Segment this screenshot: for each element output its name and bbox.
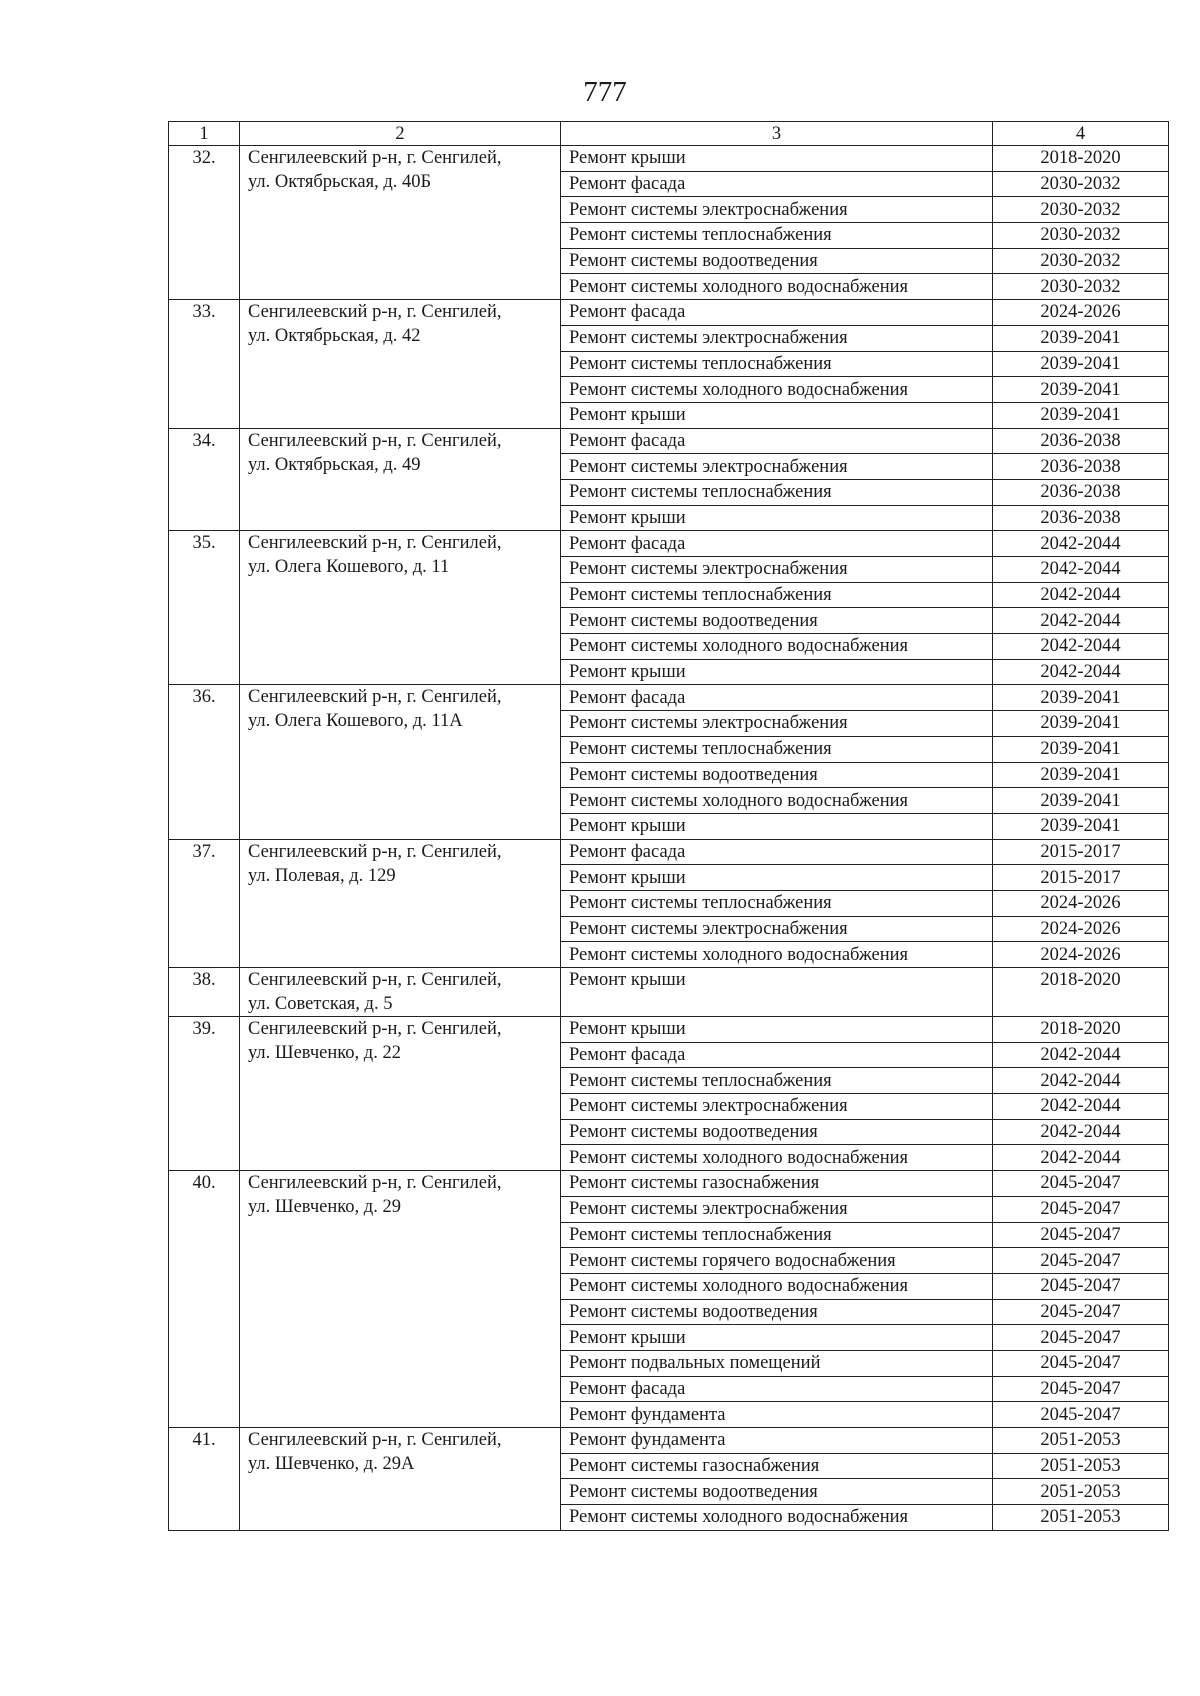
work-type-cell: Ремонт системы горячего водоснабжения (561, 1248, 993, 1274)
address-line: ул. Октябрьская, д. 49 (248, 454, 421, 475)
period-cell: 2042-2044 (993, 1094, 1169, 1120)
work-type-cell: Ремонт системы электроснабжения (561, 711, 993, 737)
address-line: Сенгилеевский р-н, г. Сенгилей, (248, 841, 502, 862)
work-type-cell: Ремонт системы холодного водоснабжения (561, 1505, 993, 1531)
address-cell (240, 428, 561, 531)
address-cell (240, 1017, 561, 1171)
work-type-cell: Ремонт системы электроснабжения (561, 1196, 993, 1222)
period-cell: 2042-2044 (993, 557, 1169, 583)
period-cell: 2051-2053 (993, 1453, 1169, 1479)
header-row (169, 122, 1169, 146)
work-type-cell: Ремонт подвальных помещений (561, 1350, 993, 1376)
work-type-cell: Ремонт системы газоснабжения (561, 1171, 993, 1197)
period-cell: 2039-2041 (993, 736, 1169, 762)
period-cell: 2039-2041 (993, 685, 1169, 711)
table-row (169, 1428, 1169, 1454)
address-cell (240, 146, 561, 300)
work-type-cell: Ремонт крыши (561, 1017, 993, 1043)
period-cell: 2042-2044 (993, 1119, 1169, 1145)
period-cell: 2024-2026 (993, 890, 1169, 916)
row-number: 33. (169, 300, 240, 428)
work-type-cell: Ремонт системы холодного водоснабжения (561, 634, 993, 660)
period-cell: 2042-2044 (993, 582, 1169, 608)
period-cell: 2042-2044 (993, 531, 1169, 557)
address-line: Сенгилеевский р-н, г. Сенгилей, (248, 533, 502, 554)
period-cell: 2045-2047 (993, 1325, 1169, 1351)
address-line: ул. Шевченко, д. 29 (248, 1197, 401, 1218)
column-header-2: 2 (240, 122, 561, 146)
work-type-cell: Ремонт фасада (561, 685, 993, 711)
address-line: ул. Октябрьская, д. 42 (248, 326, 421, 347)
address-line: Сенгилеевский р-н, г. Сенгилей, (248, 302, 502, 323)
work-type-cell: Ремонт системы водоотведения (561, 1119, 993, 1145)
work-type-cell: Ремонт крыши (561, 659, 993, 685)
period-cell: 2024-2026 (993, 300, 1169, 326)
work-type-cell: Ремонт системы холодного водоснабжения (561, 942, 993, 968)
period-cell: 2030-2032 (993, 197, 1169, 223)
address-line: ул. Олега Кошевого, д. 11 (248, 557, 450, 578)
row-number: 41. (169, 1428, 240, 1531)
period-cell: 2039-2041 (993, 788, 1169, 814)
work-type-cell: Ремонт системы газоснабжения (561, 1453, 993, 1479)
period-cell: 2018-2020 (993, 1017, 1169, 1043)
work-type-cell: Ремонт фасада (561, 531, 993, 557)
period-cell: 2036-2038 (993, 454, 1169, 480)
work-type-cell: Ремонт фундамента (561, 1428, 993, 1454)
period-cell: 2039-2041 (993, 711, 1169, 737)
work-type-cell: Ремонт фасада (561, 428, 993, 454)
work-type-cell: Ремонт системы холодного водоснабжения (561, 788, 993, 814)
period-cell: 2036-2038 (993, 428, 1169, 454)
period-cell: 2030-2032 (993, 171, 1169, 197)
work-type-cell: Ремонт системы электроснабжения (561, 325, 993, 351)
period-cell: 2015-2017 (993, 865, 1169, 891)
column-header-4: 4 (993, 122, 1169, 146)
period-cell: 2030-2032 (993, 223, 1169, 249)
address-cell (240, 685, 561, 839)
work-type-cell: Ремонт системы теплоснабжения (561, 223, 993, 249)
address-line: ул. Шевченко, д. 29А (248, 1454, 415, 1474)
period-cell: 2042-2044 (993, 1068, 1169, 1094)
page-number: 777 (583, 76, 627, 108)
period-cell: 2018-2020 (993, 146, 1169, 172)
row-number: 40. (169, 1171, 240, 1428)
period-cell: 2039-2041 (993, 762, 1169, 788)
address-line: Сенгилеевский р-н, г. Сенгилей, (248, 687, 502, 708)
work-type-cell: Ремонт системы теплоснабжения (561, 351, 993, 377)
work-type-cell: Ремонт крыши (561, 1325, 993, 1351)
work-type-cell: Ремонт фасада (561, 1376, 993, 1402)
period-cell: 2042-2044 (993, 659, 1169, 685)
row-number: 32. (169, 146, 240, 300)
period-cell: 2039-2041 (993, 325, 1169, 351)
work-type-cell: Ремонт системы водоотведения (561, 248, 993, 274)
work-type-cell: Ремонт фасада (561, 171, 993, 197)
work-type-cell: Ремонт системы теплоснабжения (561, 1068, 993, 1094)
work-type-cell: Ремонт крыши (561, 865, 993, 891)
period-cell: 2045-2047 (993, 1248, 1169, 1274)
period-cell: 2045-2047 (993, 1350, 1169, 1376)
table-header (169, 122, 1169, 146)
work-type-cell: Ремонт системы электроснабжения (561, 1094, 993, 1120)
column-header-3: 3 (561, 122, 993, 146)
work-type-cell: Ремонт системы холодного водоснабжения (561, 1145, 993, 1171)
work-type-cell: Ремонт системы теплоснабжения (561, 1222, 993, 1248)
work-type-cell: Ремонт системы теплоснабжения (561, 890, 993, 916)
address-line: ул. Олега Кошевого, д. 11А (248, 711, 463, 732)
address-cell (240, 1428, 561, 1531)
row-number: 38. (169, 968, 240, 1017)
table-row (169, 1171, 1169, 1197)
work-type-cell: Ремонт системы водоотведения (561, 1299, 993, 1325)
period-cell: 2030-2032 (993, 274, 1169, 300)
address-line: Сенгилеевский р-н, г. Сенгилей, (248, 1019, 502, 1039)
period-cell: 2051-2053 (993, 1505, 1169, 1531)
period-cell: 2045-2047 (993, 1402, 1169, 1428)
period-cell: 2045-2047 (993, 1222, 1169, 1248)
period-cell: 2024-2026 (993, 916, 1169, 942)
period-cell: 2039-2041 (993, 813, 1169, 839)
period-cell: 2045-2047 (993, 1376, 1169, 1402)
work-type-cell: Ремонт системы теплоснабжения (561, 736, 993, 762)
row-number: 39. (169, 1017, 240, 1171)
address-cell (240, 839, 561, 967)
repair-schedule-table (168, 121, 1169, 1531)
period-cell: 2045-2047 (993, 1273, 1169, 1299)
period-cell: 2039-2041 (993, 377, 1169, 403)
work-type-cell: Ремонт крыши (561, 402, 993, 428)
period-cell: 2045-2047 (993, 1171, 1169, 1197)
table-row (169, 146, 1169, 172)
period-cell: 2039-2041 (993, 351, 1169, 377)
work-type-cell: Ремонт фасада (561, 300, 993, 326)
period-cell: 2045-2047 (993, 1299, 1169, 1325)
work-type-cell: Ремонт крыши (561, 968, 993, 1017)
table-row (169, 300, 1169, 326)
work-type-cell: Ремонт системы электроснабжения (561, 197, 993, 223)
period-cell: 2051-2053 (993, 1428, 1169, 1454)
address-cell (240, 300, 561, 428)
period-cell: 2042-2044 (993, 1145, 1169, 1171)
work-type-cell: Ремонт системы холодного водоснабжения (561, 274, 993, 300)
work-type-cell: Ремонт системы теплоснабжения (561, 582, 993, 608)
table-row (169, 839, 1169, 865)
work-type-cell: Ремонт системы водоотведения (561, 762, 993, 788)
column-header-1: 1 (169, 122, 240, 146)
period-cell: 2036-2038 (993, 479, 1169, 505)
address-line: ул. Полевая, д. 129 (248, 865, 396, 886)
work-type-cell: Ремонт системы электроснабжения (561, 916, 993, 942)
work-type-cell: Ремонт фасада (561, 839, 993, 865)
table-body (169, 146, 1169, 1531)
period-cell: 2042-2044 (993, 1042, 1169, 1068)
work-type-cell: Ремонт системы электроснабжения (561, 557, 993, 583)
work-type-cell: Ремонт фундамента (561, 1402, 993, 1428)
table-row (169, 1017, 1169, 1043)
work-type-cell: Ремонт крыши (561, 146, 993, 172)
address-line: Сенгилеевский р-н, г. Сенгилей, (248, 970, 502, 990)
period-cell: 2015-2017 (993, 839, 1169, 865)
work-type-cell: Ремонт системы холодного водоснабжения (561, 377, 993, 403)
work-type-cell: Ремонт системы водоотведения (561, 1479, 993, 1505)
address-line: ул. Шевченко, д. 22 (248, 1043, 401, 1063)
row-number: 34. (169, 428, 240, 531)
work-type-cell: Ремонт крыши (561, 505, 993, 531)
row-number: 36. (169, 685, 240, 839)
period-cell: 2051-2053 (993, 1479, 1169, 1505)
work-type-cell: Ремонт системы теплоснабжения (561, 479, 993, 505)
address-line: Сенгилеевский р-н, г. Сенгилей, (248, 148, 502, 168)
work-type-cell: Ремонт системы холодного водоснабжения (561, 1273, 993, 1299)
address-line: Сенгилеевский р-н, г. Сенгилей, (248, 430, 502, 451)
period-cell: 2042-2044 (993, 634, 1169, 660)
work-type-cell: Ремонт фасада (561, 1042, 993, 1068)
period-cell: 2042-2044 (993, 608, 1169, 634)
period-cell: 2030-2032 (993, 248, 1169, 274)
address-cell (240, 531, 561, 685)
table-row (169, 685, 1169, 711)
address-line: ул. Советская, д. 5 (248, 994, 393, 1014)
table-row (169, 428, 1169, 454)
period-cell: 2024-2026 (993, 942, 1169, 968)
work-type-cell: Ремонт системы электроснабжения (561, 454, 993, 480)
period-cell: 2039-2041 (993, 402, 1169, 428)
address-cell (240, 1171, 561, 1428)
row-number: 35. (169, 531, 240, 685)
period-cell: 2036-2038 (993, 505, 1169, 531)
work-type-cell: Ремонт системы водоотведения (561, 608, 993, 634)
address-cell (240, 968, 561, 1017)
period-cell: 2018-2020 (993, 968, 1169, 1017)
address-line: ул. Октябрьская, д. 40Б (248, 172, 432, 192)
address-line: Сенгилеевский р-н, г. Сенгилей, (248, 1173, 502, 1194)
table-row (169, 531, 1169, 557)
work-type-cell: Ремонт крыши (561, 813, 993, 839)
row-number: 37. (169, 839, 240, 967)
address-line: Сенгилеевский р-н, г. Сенгилей, (248, 1430, 502, 1450)
period-cell: 2045-2047 (993, 1196, 1169, 1222)
